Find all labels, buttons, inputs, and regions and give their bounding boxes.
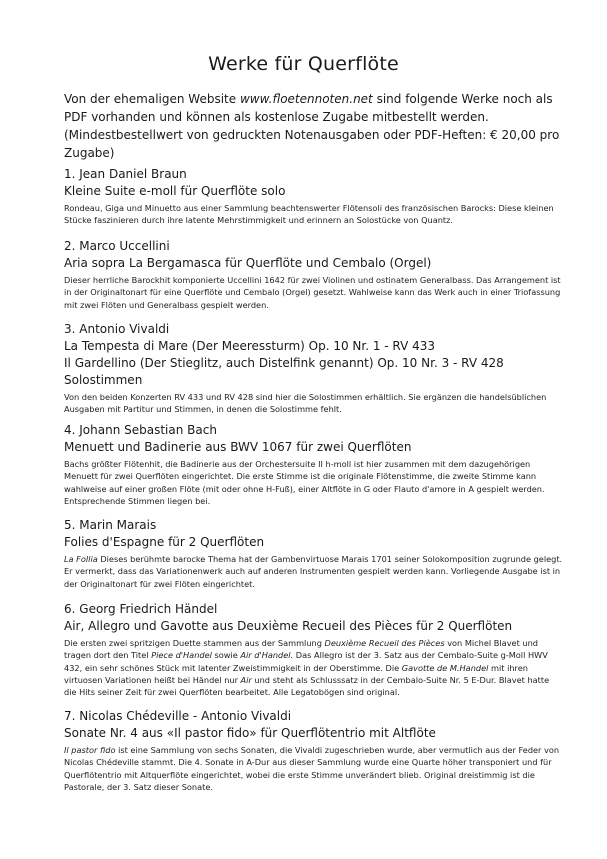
- section-heading: 5. Marin Marais: [64, 518, 157, 532]
- text-run: Bachs größter Flötenhit, die Badinerie aus der Orchestersuite II h-moll ist hier zusammen mit dem dazugehörigen Menuett für zwei Querflöten eingerichtet. Die erste Stimme ist die originale Flötenstimme, die zweite Stimme kann wahlweise auf einer großen Flöte (mit oder ohne H-Fuß), einer Altflöte in G oder Flauto d'amore in A gespielt werden. Entsprechende Stimmen liegen bei.: [64, 459, 545, 506]
- text-run: Dieses berühmte barocke Thema hat der Gambenvirtuose Marais 1701 seiner Solokomposition zugrunde gelegt. Er vermerkt, dass das Variationenwerk auch auf anderen Instrumenten gespielt werden kann. Vorliegende Ausgabe ist in der Originaltonart für zwei Flöten eingerichtet.: [64, 554, 563, 589]
- text-run: Die ersten zwei spritzigen Duette stammen aus der Sammlung: [64, 638, 325, 648]
- text-run: Rondeau, Giga und Minuetto aus einer Sammlung beachtenswerter Flötensoli des französischen Barocks: Diese kleinen Stücke faszinieren durch ihre latente Mehrstimmigkeit und erinnern an Solostücke von Quantz.: [64, 203, 554, 226]
- work-title: Menuett und Badinerie aus BWV 1067 für zwei Querflöten: [64, 440, 412, 454]
- text-run: von Michel Blavet und tragen dort den Titel: [64, 638, 538, 661]
- section-description: [64, 274, 564, 311]
- italic-text-run: Piece d'Handel: [151, 650, 212, 661]
- section-heading: 2. Marco Uccellini: [64, 239, 170, 253]
- section-heading: 6. Georg Friedrich Händel: [64, 602, 218, 616]
- work-title: Solostimmen: [64, 373, 143, 387]
- website-link: www.floetennoten.net: [239, 92, 373, 106]
- intro-note: (Mindestbestellwert von gedruckten Notenausgaben oder PDF-Heften: € 20,00 pro Zugabe): [64, 128, 560, 160]
- intro-paragraph: [64, 90, 564, 162]
- section-haendel: [64, 600, 564, 698]
- work-title: Aria sopra La Bergamasca für Querflöte und Cembalo (Orgel): [64, 256, 432, 270]
- page-title: Werke für Querflöte: [208, 53, 399, 75]
- section-bach: [64, 421, 564, 507]
- section-marais: [64, 516, 564, 590]
- work-title: Sonate Nr. 4 aus «Il pastor fido» für Querflötentrio mit Altflöte: [64, 726, 436, 740]
- work-title: Kleine Suite e-moll für Querflöte solo: [64, 184, 286, 198]
- section-uccellini: [64, 237, 564, 311]
- intro-text-end: sind folgende Werke noch als PDF vorhanden und können als kostenlose Zugabe mitbestellt werden.: [64, 92, 553, 124]
- text-run: Dieser herrliche Barockhit komponierte Uccellini 1642 für zwei Violinen und ostinatem Generalbass. Das Arrangement ist in der Originaltonart für eine Querflöte und Cembalo (Orgel) gesetzt. Wahlweise kann das Werk auch in einer Triofassung mit zwei Flöten und Generalbass gespielt werden.: [64, 275, 561, 310]
- section-description: [64, 391, 564, 416]
- section-heading: 4. Johann Sebastian Bach: [64, 423, 217, 437]
- text-run: sowie: [211, 650, 241, 661]
- section-heading: 3. Antonio Vivaldi: [64, 322, 170, 336]
- section-heading: 1. Jean Daniel Braun: [64, 167, 187, 181]
- work-title: Il Gardellino (Der Stieglitz, auch Distelfink genannt) Op. 10 Nr. 3 - RV 428: [64, 356, 504, 370]
- text-run: mit ihren virtuosen Variationen heißt bei Händel nur: [64, 662, 528, 685]
- section-description: [64, 202, 564, 227]
- italic-text-run: Il pastor fido: [64, 745, 116, 755]
- text-run: Von den beiden Konzerten RV 433 und RV 428 sind hier die Solostimmen erhältlich. Sie ergänzen die handelsüblichen Ausgaben mit Partitur und Stimmen, in denen die Solostimme fehlt.: [64, 392, 547, 415]
- intro-text-start: Von der ehemaligen Website: [64, 92, 240, 106]
- section-description: [64, 553, 564, 590]
- work-title: Air, Allegro und Gavotte aus Deuxième Recueil des Pièces für 2 Querflöten: [64, 619, 513, 633]
- section-braun: [64, 165, 564, 227]
- section-vivaldi: [64, 320, 564, 416]
- text-run: und steht als Schlusssatz in der Cembalo-Suite Nr. 5 E-Dur. Blavet hatte die Hits seiner Zeit für zwei Querflöten bearbeitet. Alle Legatobögen sind original.: [64, 674, 550, 698]
- italic-text-run: Gavotte de M.Handel: [401, 662, 489, 673]
- section-description: [64, 744, 564, 793]
- work-title: La Tempesta di Mare (Der Meeressturm) Op. 10 Nr. 1 - RV 433: [64, 339, 436, 353]
- section-description: [64, 637, 564, 698]
- work-title: Folies d'Espagne für 2 Querflöten: [64, 535, 265, 549]
- italic-text-run: Air: [240, 674, 252, 685]
- text-run: ist eine Sammlung von sechs Sonaten, die Vivaldi zugeschrieben wurde, aber vermutlich aus der Feder von Nicolas Chédeville stammt. Die 4. Sonate in A-Dur aus dieser Sammlung wurde eine Quarte höher transponiert und für Querflötentrio mit Altquerflöte eingerichtet, wobei die erste Stimme unverändert blieb. Original dreistimmig ist die Pastorale, der 3. Satz dieser Sonate.: [64, 745, 560, 792]
- italic-text-run: Deuxième Recueil des Pièces: [324, 638, 445, 648]
- section-chedeville: [64, 707, 564, 793]
- italic-text-run: La Follia: [64, 554, 98, 564]
- section-description: [64, 458, 564, 507]
- italic-text-run: Air d'Handel.: [240, 650, 294, 661]
- section-heading: 7. Nicolas Chédeville - Antonio Vivaldi: [64, 709, 292, 723]
- text-run: Das Allegro ist der 3. Satz aus der Cembalo-Suite g-Moll HWV 432, ein sehr schönes Stück mit latenter Zweistimmigkeit in der Oberstimme. Die: [64, 650, 548, 673]
